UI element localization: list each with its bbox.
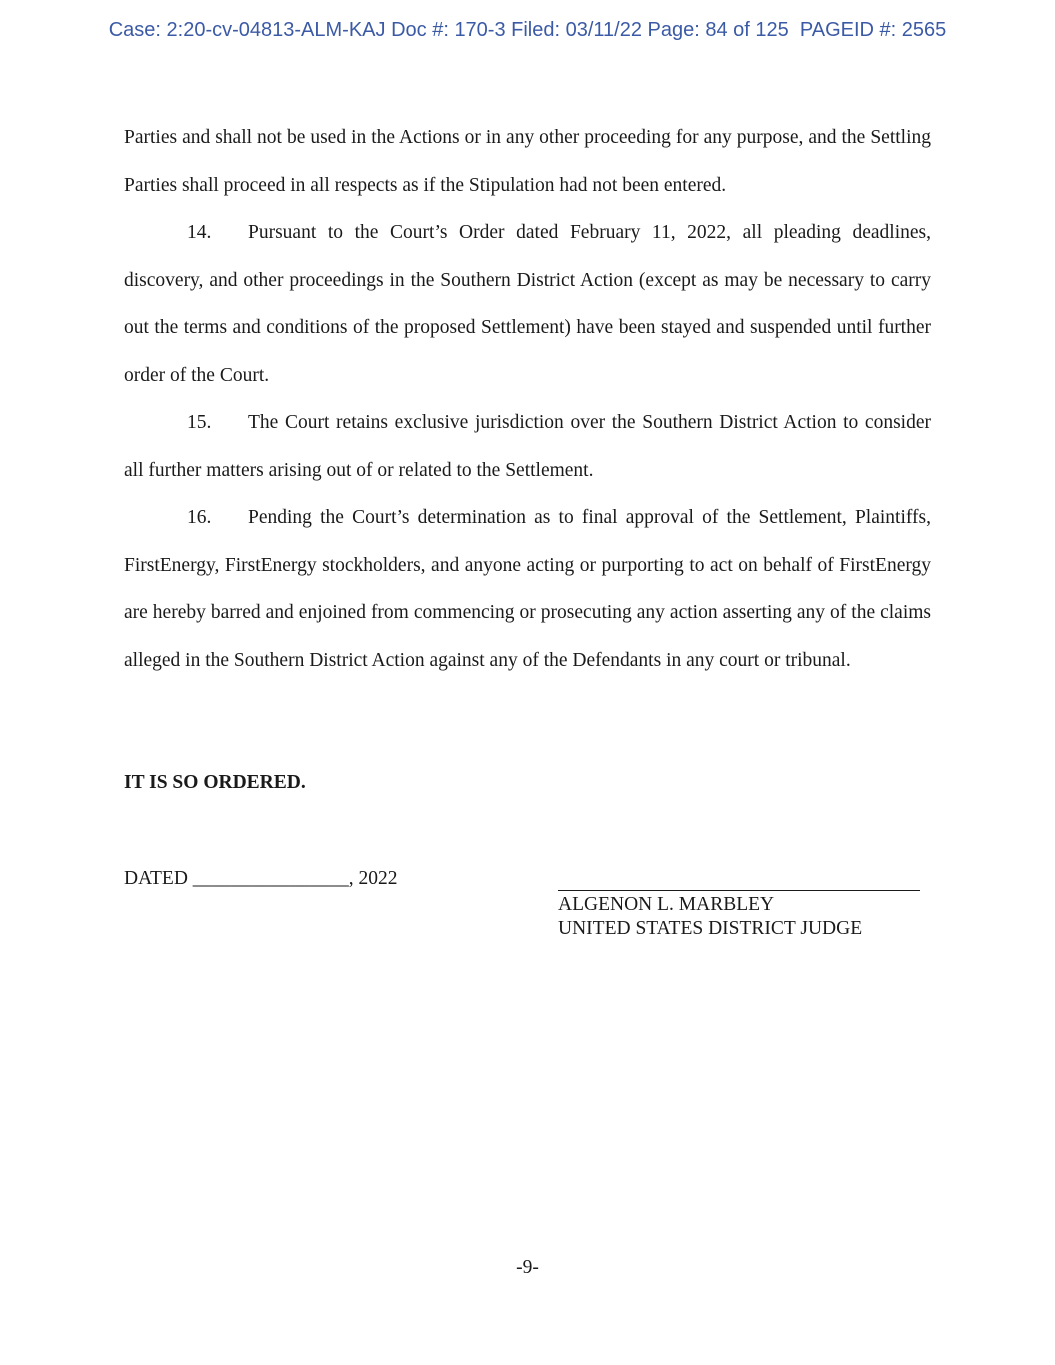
signature-block	[558, 893, 862, 941]
continuation-paragraph: Parties and shall not be used in the Actions or in any other proceeding for any purpose, and the Settling Parties shall proceed in all respects as if the Stipulation had not been entered.	[124, 127, 931, 196]
document-body	[124, 114, 931, 684]
paragraph-number: 16.	[187, 507, 212, 528]
paragraph-14	[124, 209, 931, 399]
paragraph-text: Pursuant to the Court’s Order dated February 11, 2022, all pleading deadlines, discovery, and other proceedings in the Southern District Action (except as may be necessary to carry out the terms and conditions of the proposed Settlement) have been stayed and suspended until further order of the Court.	[124, 222, 931, 386]
paragraph-15	[124, 399, 931, 494]
dated-line: DATED ________________, 2022	[124, 868, 398, 889]
signature-line	[558, 890, 920, 891]
paragraph-number: 14.	[187, 222, 212, 243]
judge-name: ALGENON L. MARBLEY	[558, 894, 775, 915]
paragraph-text: The Court retains exclusive jurisdiction over the Southern District Action to consider all further matters arising out of or related to the Settlement.	[124, 412, 931, 481]
case-header: Case: 2:20-cv-04813-ALM-KAJ Doc #: 170-3 Filed: 03/11/22 Page: 84 of 125 PAGEID #: 2565	[108, 19, 947, 41]
paragraph-16	[124, 494, 931, 684]
order-heading: IT IS SO ORDERED.	[124, 772, 306, 793]
page-number: -9-	[516, 1257, 539, 1278]
judge-title: UNITED STATES DISTRICT JUDGE	[558, 918, 863, 939]
paragraph-text: Pending the Court’s determination as to final approval of the Settlement, Plaintiffs, FirstEnergy, FirstEnergy stockholders, and anyone acting or purporting to act on behalf of FirstEnergy are hereby barred and enjoined from commencing or prosecuting any action asserting any of the claims alleged in the Southern District Action against any of the Defendants in any court or tribunal.	[124, 507, 931, 671]
paragraph-number: 15.	[187, 412, 212, 433]
